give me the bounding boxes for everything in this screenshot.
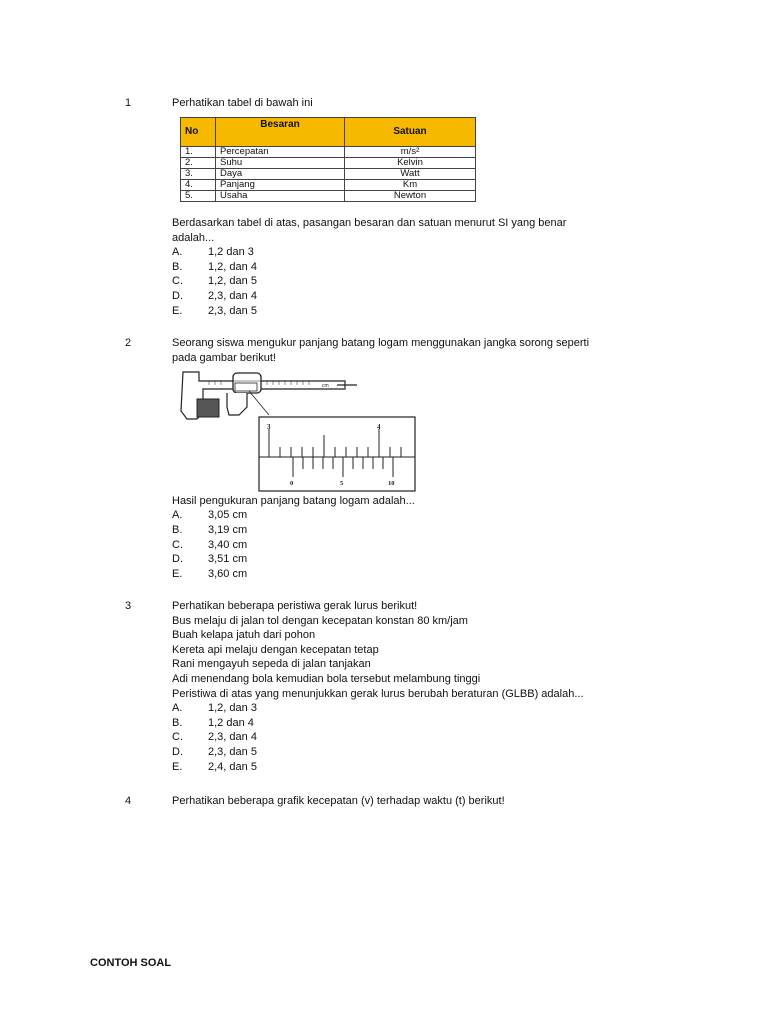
question-3-line: Peristiwa di atas yang menunjukkan gerak lurus berubah beraturan (GLBB) adalah...: [172, 688, 584, 700]
q1-option-d: D. 2,3, dan 4: [172, 290, 257, 302]
table-cell: Km: [345, 180, 476, 191]
question-3-line: Buah kelapa jatuh dari pohon: [172, 629, 316, 641]
table-cell: Suhu: [216, 158, 345, 169]
question-4-intro: Perhatikan beberapa grafik kecepatan (v) terhadap waktu (t) berikut!: [172, 795, 505, 807]
q2-option-d: D. 3,51 cm: [172, 553, 248, 565]
q3-option-b: B. 1,2 dan 4: [172, 717, 254, 729]
caliper-illustration: [181, 372, 357, 419]
question-1-text: Berdasarkan tabel di atas, pasangan besaran dan satuan menurut SI yang benar: [172, 217, 567, 229]
main-scale-label: 4: [377, 423, 381, 431]
table-row: [181, 147, 476, 158]
q3-option-c: C. 2,3, dan 4: [172, 731, 257, 743]
question-3-line: Rani mengayuh sepeda di jalan tanjakan: [172, 658, 371, 670]
q2-option-c: C. 3,40 cm: [172, 539, 248, 551]
question-3-line: Perhatikan beberapa peristiwa gerak lurus berikut!: [172, 600, 418, 612]
question-4-number: 4: [125, 795, 132, 807]
q2-option-e: E. 3,60 cm: [172, 568, 248, 580]
table-cell: Usaha: [216, 191, 345, 202]
q1-option-e: E. 2,3, dan 5: [172, 305, 257, 317]
q3-option-d: D. 2,3, dan 5: [172, 746, 257, 758]
table-cell: Watt: [345, 169, 476, 180]
page-footer: CONTOH SOAL: [90, 957, 172, 969]
vernier-scale-label: 0: [290, 480, 294, 487]
table-cell: 3.: [181, 169, 216, 180]
question-1-intro: Perhatikan tabel di bawah ini: [172, 97, 313, 109]
main-scale-label: 3: [267, 423, 271, 431]
question-2-intro-2: pada gambar berikut!: [172, 352, 276, 364]
table-row: [181, 191, 476, 202]
question-2-number: 2: [125, 337, 132, 349]
vernier-scale-label: 10: [388, 480, 395, 487]
table-cell: Panjang: [216, 180, 345, 191]
caliper-body-label: cm: [322, 383, 329, 389]
table-row: [181, 180, 476, 191]
table-cell: 1.: [181, 147, 216, 158]
q1-option-a: A. 1,2 dan 3: [172, 246, 254, 258]
table-cell: Newton: [345, 191, 476, 202]
q3-option-e: E. 2,4, dan 5: [172, 761, 257, 773]
table-cell: Daya: [216, 169, 345, 180]
vernier-scale-label: 5: [340, 480, 344, 487]
table-header-satuan: Satuan: [345, 118, 476, 147]
question-3-line: Adi menendang bola kemudian bola tersebut melambung tinggi: [172, 673, 481, 685]
table-cell: 5.: [181, 191, 216, 202]
question-2-intro: Seorang siswa mengukur panjang batang logam menggunakan jangka sorong seperti: [172, 337, 590, 349]
table-row: [181, 169, 476, 180]
table-cell: 4.: [181, 180, 216, 191]
table-header-besaran: Besaran: [216, 118, 345, 147]
q1-option-b: B. 1,2, dan 4: [172, 261, 257, 273]
question-1-number: 1: [125, 97, 132, 109]
table-header-no: No: [181, 118, 216, 147]
units-table: [180, 117, 476, 202]
table-header-row: [181, 118, 476, 147]
table-row: [181, 158, 476, 169]
q2-option-a: A. 3,05 cm: [172, 509, 248, 521]
table-cell: 2.: [181, 158, 216, 169]
vernier-caliper-figure: [177, 367, 417, 493]
q3-option-a: A. 1,2, dan 3: [172, 702, 257, 714]
question-3-number: 3: [125, 600, 132, 612]
q2-option-b: B. 3,19 cm: [172, 524, 248, 536]
table-cell: Percepatan: [216, 147, 345, 158]
question-3-line: Kereta api melaju dengan kecepatan tetap: [172, 644, 379, 656]
question-3-line: Bus melaju di jalan tol dengan kecepatan konstan 80 km/jam: [172, 615, 468, 627]
question-2-text: Hasil pengukuran panjang batang logam adalah...: [172, 495, 415, 507]
table-cell: m/s²: [345, 147, 476, 158]
q1-option-c: C. 1,2, dan 5: [172, 275, 257, 287]
table-cell: Kelvin: [345, 158, 476, 169]
question-1-text-2: adalah...: [172, 232, 215, 244]
